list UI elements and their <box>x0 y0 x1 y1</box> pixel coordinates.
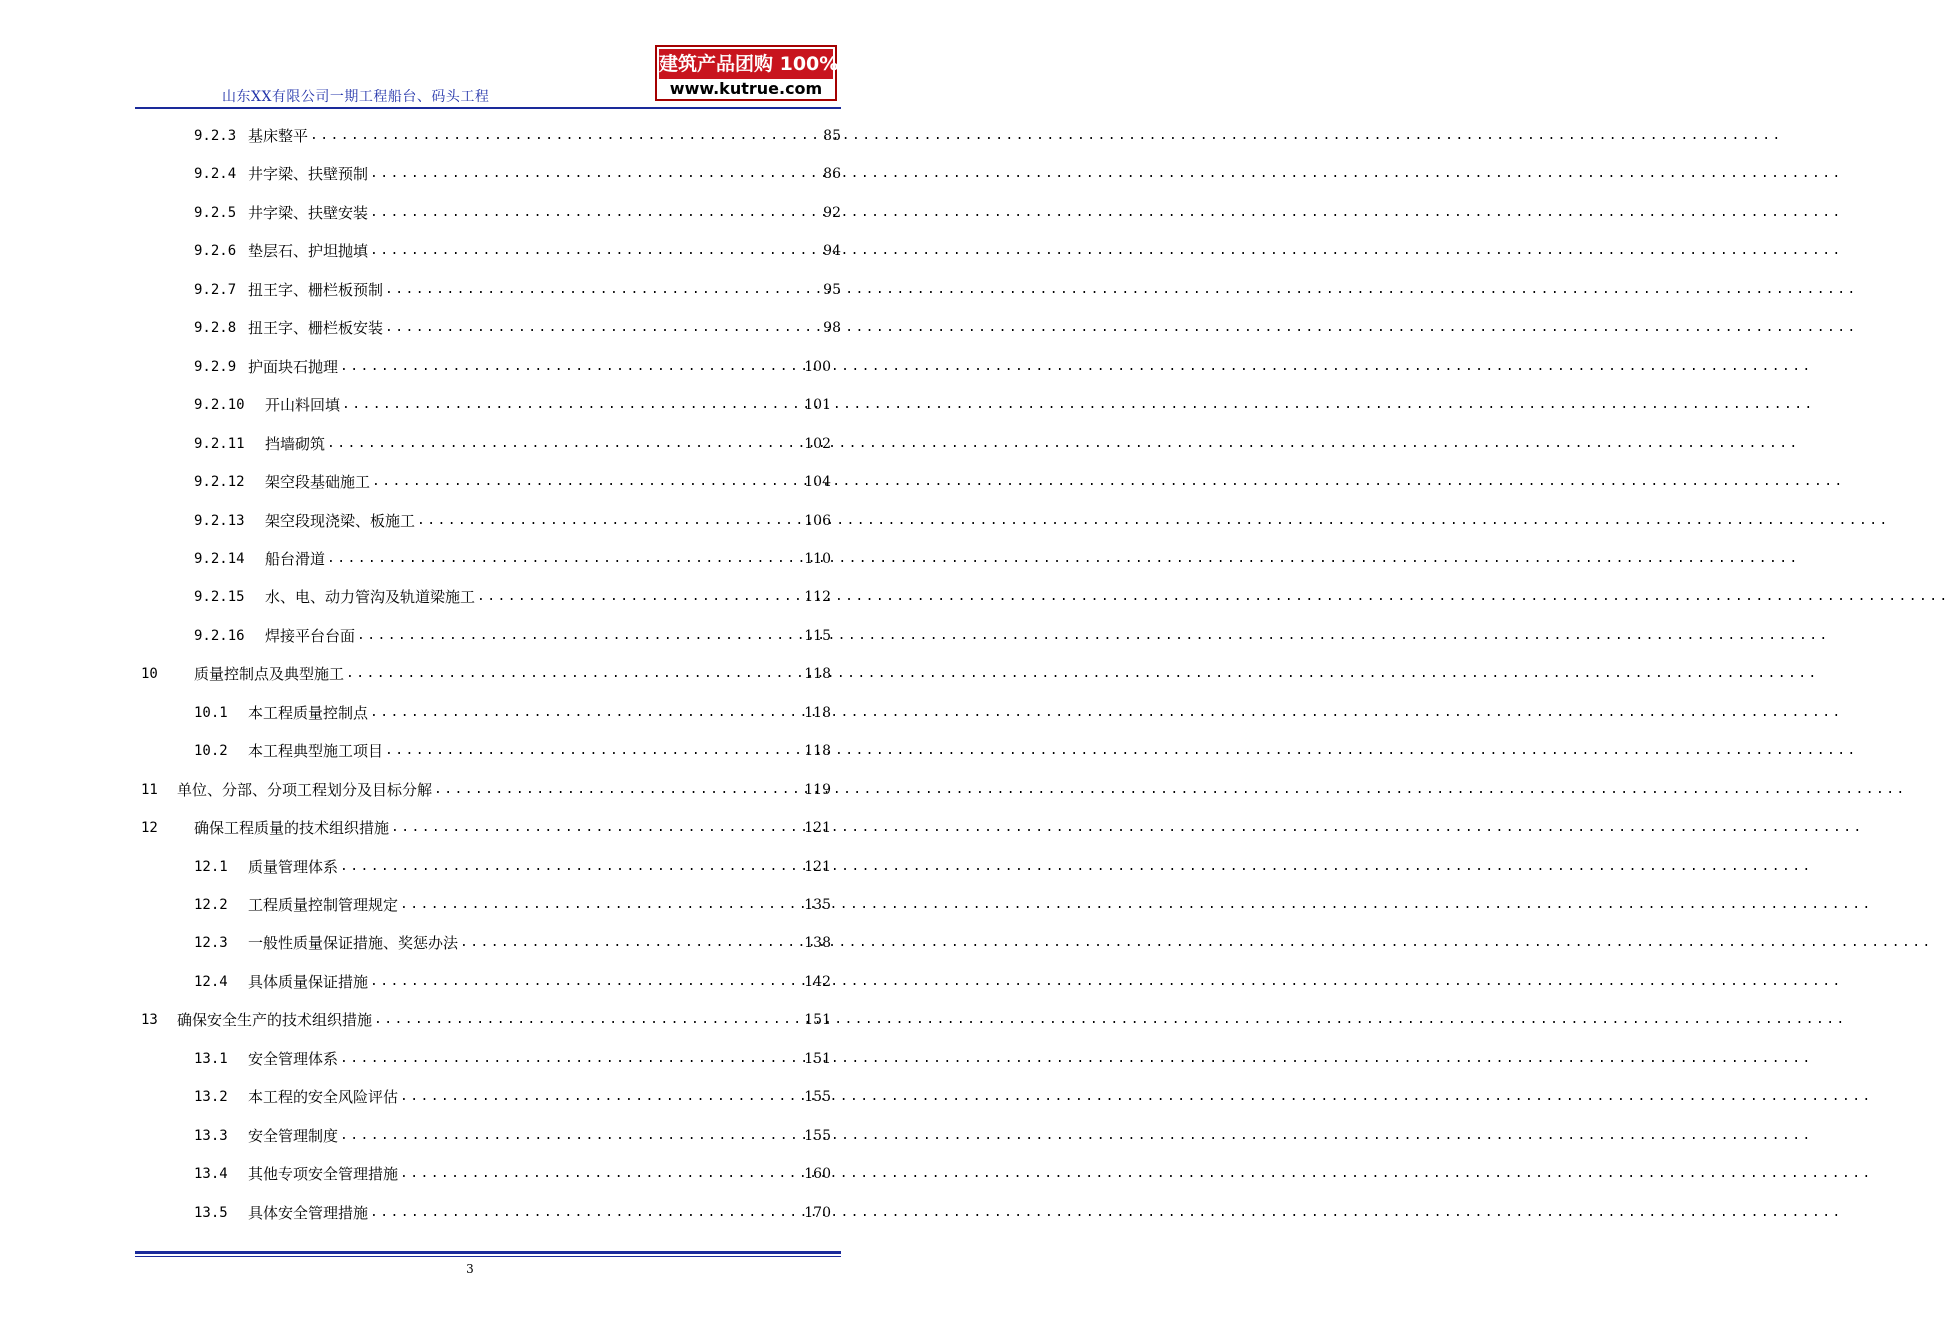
toc-leader-dots <box>374 1009 787 1031</box>
toc-leader-dots <box>370 971 787 993</box>
toc-entry[interactable] <box>0 356 950 378</box>
toc-entry-number: 12 <box>141 820 158 836</box>
toc-entry-page: 118 <box>804 743 831 759</box>
toc-leader-dots <box>400 894 787 916</box>
toc-entry-page: 118 <box>804 705 831 721</box>
header-divider <box>135 107 841 109</box>
toc-entry-page: 100 <box>804 359 831 375</box>
toc-entry[interactable] <box>0 163 950 185</box>
toc-entry-page: 86 <box>823 166 841 182</box>
toc-entry-title: 挡墙砌筑 <box>265 435 326 453</box>
toc-entry[interactable] <box>0 202 950 224</box>
toc-entry[interactable] <box>0 240 950 262</box>
toc-leader-dots <box>346 663 787 685</box>
toc-entry-number: 10.2 <box>194 743 228 759</box>
toc-entry-number: 13.4 <box>194 1166 228 1182</box>
toc-leader-dots <box>310 125 797 147</box>
toc-entry[interactable] <box>0 1009 950 1031</box>
toc-entry[interactable] <box>0 125 950 147</box>
toc-entry-page: 118 <box>804 666 831 682</box>
toc-leader-dots <box>477 586 787 608</box>
toc-entry-title: 垫层石、护坦抛填 <box>248 242 369 260</box>
toc-leader-dots <box>385 740 787 762</box>
logo-url: www.kutrue.com <box>669 79 823 98</box>
toc-entry[interactable] <box>0 625 950 647</box>
footer-divider-thin <box>135 1256 841 1257</box>
toc-entry-title: 基床整平 <box>248 127 309 145</box>
page-number: 3 <box>466 1262 474 1276</box>
brand-logo[interactable] <box>655 45 877 101</box>
toc-entry-title: 其他专项安全管理措施 <box>248 1165 399 1183</box>
toc-entry-title: 开山料回填 <box>265 396 341 414</box>
toc-leader-dots <box>417 510 787 532</box>
toc-leader-dots <box>370 163 797 185</box>
toc-entry-number: 13.1 <box>194 1051 228 1067</box>
toc-entry-number: 9.2.8 <box>194 320 237 336</box>
toc-entry-number: 9.2.12 <box>194 474 245 490</box>
toc-entry[interactable] <box>0 932 950 954</box>
toc-leader-dots <box>400 1086 787 1108</box>
toc-entry-number: 10.1 <box>194 705 228 721</box>
toc-entry-title: 扭王字、栅栏板预制 <box>248 281 384 299</box>
toc-leader-dots <box>342 394 787 416</box>
toc-entry-title: 安全管理体系 <box>248 1050 339 1068</box>
toc-leader-dots <box>327 433 787 455</box>
toc-entry-page: 151 <box>804 1051 831 1067</box>
toc-entry[interactable] <box>0 894 950 916</box>
toc-entry-page: 94 <box>823 243 841 259</box>
toc-entry[interactable] <box>0 779 950 801</box>
toc-entry-page: 115 <box>804 628 831 644</box>
toc-entry-number: 13.3 <box>194 1128 228 1144</box>
toc-entry-title: 架空段现浇梁、板施工 <box>265 512 416 530</box>
toc-entry-number: 11 <box>141 782 158 798</box>
toc-entry[interactable] <box>0 663 950 685</box>
toc-entry-page: 98 <box>823 320 841 336</box>
toc-leader-dots <box>370 1202 787 1224</box>
toc-entry-title: 一般性质量保证措施、奖惩办法 <box>248 934 459 952</box>
toc-leader-dots <box>370 240 797 262</box>
toc-entry-page: 138 <box>804 935 831 951</box>
toc-entry-title: 本工程典型施工项目 <box>248 742 384 760</box>
toc-entry-number: 9.2.5 <box>194 205 237 221</box>
toc-leader-dots <box>340 1048 787 1070</box>
toc-entry-number: 9.2.13 <box>194 513 245 529</box>
toc-entry[interactable] <box>0 471 950 493</box>
toc-leader-dots <box>340 356 787 378</box>
toc-entry[interactable] <box>0 394 950 416</box>
toc-entry-title: 架空段基础施工 <box>265 473 371 491</box>
toc-leader-dots <box>391 817 787 839</box>
header-title: 山东XX有限公司一期工程船台、码头工程 <box>222 89 490 105</box>
toc-entry[interactable] <box>0 548 950 570</box>
toc-leader-dots <box>460 932 787 954</box>
toc-entry-title: 质量管理体系 <box>248 858 339 876</box>
toc-entry-title: 井字梁、扶壁预制 <box>248 165 369 183</box>
toc-leader-dots <box>385 279 797 301</box>
toc-entry-title: 具体安全管理措施 <box>248 1204 369 1222</box>
toc-entry-page: 155 <box>804 1089 831 1105</box>
toc-entry-number: 9.2.3 <box>194 128 237 144</box>
toc-entry-page: 121 <box>804 820 831 836</box>
toc-entry-page: 95 <box>823 282 841 298</box>
toc-entry-title: 工程质量控制管理规定 <box>248 896 399 914</box>
toc-leader-dots <box>434 779 787 801</box>
toc-leader-dots <box>400 1163 787 1185</box>
toc-entry[interactable] <box>0 510 950 532</box>
toc-entry-page: 104 <box>804 474 831 490</box>
toc-entry[interactable] <box>0 1202 950 1224</box>
toc-entry-title: 扭王字、栅栏板安装 <box>248 319 384 337</box>
toc-entry-title: 质量控制点及典型施工 <box>194 665 345 683</box>
toc-entry[interactable] <box>0 1125 950 1147</box>
toc-entry[interactable] <box>0 279 950 301</box>
toc-entry[interactable] <box>0 702 950 724</box>
toc-entry-title: 具体质量保证措施 <box>248 973 369 991</box>
toc-entry-number: 12.4 <box>194 974 228 990</box>
toc-entry-page: 119 <box>804 782 831 798</box>
toc-entry-title: 护面块石抛理 <box>248 358 339 376</box>
toc-entry-number: 9.2.6 <box>194 243 237 259</box>
toc-entry-page: 160 <box>804 1166 831 1182</box>
toc-entry[interactable] <box>0 586 950 608</box>
toc-entry-page: 121 <box>804 859 831 875</box>
toc-entry-page: 135 <box>804 897 831 913</box>
toc-entry[interactable] <box>0 1086 950 1108</box>
toc-leader-dots <box>340 1125 787 1147</box>
toc-entry-page: 155 <box>804 1128 831 1144</box>
toc-entry-number: 9.2.9 <box>194 359 237 375</box>
toc-entry-title: 焊接平台台面 <box>265 627 356 645</box>
toc-entry-number: 9.2.15 <box>194 589 245 605</box>
toc-entry-title: 单位、分部、分项工程划分及目标分解 <box>177 781 433 799</box>
toc-entry-page: 106 <box>804 513 831 529</box>
toc-entry[interactable] <box>0 317 950 339</box>
toc-entry-title: 井字梁、扶壁安装 <box>248 204 369 222</box>
toc-entry[interactable] <box>0 740 950 762</box>
toc-entry-number: 12.2 <box>194 897 228 913</box>
toc-entry-page: 102 <box>804 436 831 452</box>
toc-entry[interactable] <box>0 971 950 993</box>
toc-entry-page: 142 <box>804 974 831 990</box>
toc-entry-number: 13 <box>141 1012 158 1028</box>
toc-leader-dots <box>385 317 797 339</box>
toc-entry-title: 确保工程质量的技术组织措施 <box>194 819 390 837</box>
toc-leader-dots <box>370 202 797 224</box>
toc-entry[interactable] <box>0 433 950 455</box>
toc-entry-number: 12.1 <box>194 859 228 875</box>
toc-entry-title: 本工程质量控制点 <box>248 704 369 722</box>
toc-entry[interactable] <box>0 1048 950 1070</box>
toc-entry-page: 101 <box>804 397 831 413</box>
toc-leader-dots <box>372 471 787 493</box>
toc-entry-number: 9.2.10 <box>194 397 245 413</box>
toc-entry-page: 151 <box>804 1012 831 1028</box>
toc-leader-dots <box>327 548 787 570</box>
toc-entry-title: 确保安全生产的技术组织措施 <box>177 1011 373 1029</box>
toc-entry-number: 12.3 <box>194 935 228 951</box>
toc-entry-page: 85 <box>823 128 841 144</box>
toc-entry[interactable] <box>0 1163 950 1185</box>
toc-entry-number: 9.2.14 <box>194 551 245 567</box>
toc-entry-number: 9.2.7 <box>194 282 237 298</box>
toc-entry-page: 112 <box>804 589 831 605</box>
toc-leader-dots <box>370 702 787 724</box>
toc-entry-number: 10 <box>141 666 158 682</box>
toc-entry[interactable] <box>0 817 950 839</box>
toc-entry[interactable] <box>0 856 950 878</box>
toc-entry-page: 170 <box>804 1205 831 1221</box>
toc-entry-page: 92 <box>823 205 841 221</box>
toc-entry-title: 安全管理制度 <box>248 1127 339 1145</box>
toc-entry-number: 9.2.4 <box>194 166 237 182</box>
toc-entry-number: 13.2 <box>194 1089 228 1105</box>
toc-entry-title: 水、电、动力管沟及轨道梁施工 <box>265 588 476 606</box>
toc-entry-number: 13.5 <box>194 1205 228 1221</box>
toc-leader-dots <box>340 856 787 878</box>
toc-leader-dots <box>357 625 787 647</box>
logo-slogan: 建筑产品团购 100%正品 <box>659 49 833 79</box>
toc-entry-title: 船台滑道 <box>265 550 326 568</box>
toc-entry-page: 110 <box>804 551 831 567</box>
toc-entry-number: 9.2.16 <box>194 628 245 644</box>
toc-entry-title: 本工程的安全风险评估 <box>248 1088 399 1106</box>
footer-divider-thick <box>135 1251 841 1254</box>
toc-entry-number: 9.2.11 <box>194 436 245 452</box>
